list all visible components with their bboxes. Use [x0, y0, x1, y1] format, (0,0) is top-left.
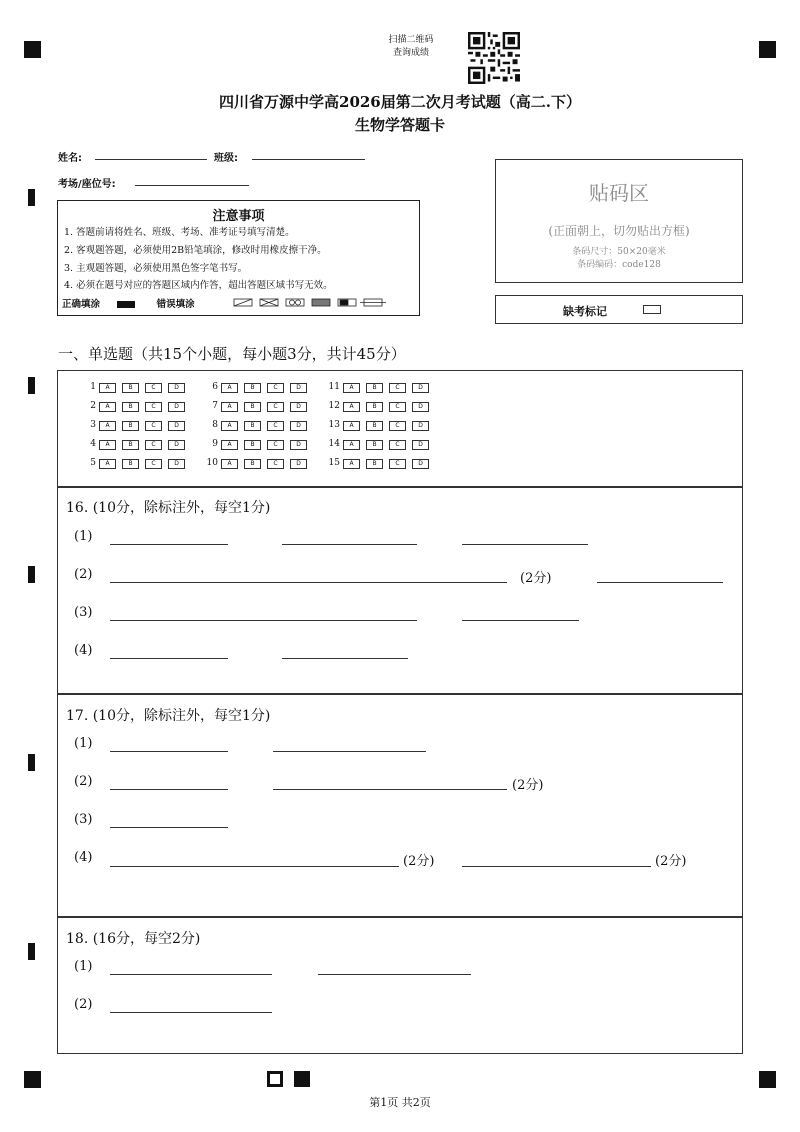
- timing-mark: [28, 377, 35, 394]
- mc-option-bubble[interactable]: B: [244, 421, 261, 431]
- q18-sub1-label: (1): [74, 959, 93, 974]
- mc-question-number: 13: [328, 420, 340, 430]
- mc-option-bubble[interactable]: C: [145, 440, 162, 450]
- timing-mark: [28, 189, 35, 206]
- mc-option-bubble[interactable]: B: [244, 402, 261, 412]
- mc-option-bubble[interactable]: D: [290, 402, 307, 412]
- mc-option-bubble[interactable]: C: [389, 383, 406, 393]
- mc-option-bubble[interactable]: C: [145, 459, 162, 469]
- barcode-area: [495, 159, 743, 283]
- fill-example-row: [62, 296, 195, 310]
- q17-sub4-blank-a[interactable]: [110, 866, 399, 867]
- q16-sub3-label: (3): [74, 605, 93, 620]
- mc-option-bubble[interactable]: B: [122, 383, 139, 393]
- q16-sub1-blank-b[interactable]: [282, 544, 417, 545]
- mc-option-bubble[interactable]: D: [412, 402, 429, 412]
- q17-sub3-blank-a[interactable]: [110, 827, 228, 828]
- mc-option-bubble[interactable]: D: [412, 383, 429, 393]
- mc-option-bubble[interactable]: D: [290, 440, 307, 450]
- mc-option-bubble[interactable]: A: [221, 459, 238, 469]
- seat-label: 考场/座位号:: [58, 179, 116, 190]
- mc-option-bubble[interactable]: A: [99, 402, 116, 412]
- mc-option-bubble[interactable]: C: [267, 440, 284, 450]
- seat-field[interactable]: [135, 185, 249, 186]
- notice-item: 1. 答题前请将姓名、班级、考场、准考证号填写清楚。: [64, 227, 295, 238]
- q17-sub4-label: (4): [74, 850, 93, 865]
- page-mark-solid: [294, 1071, 310, 1087]
- class-field[interactable]: [252, 159, 365, 160]
- barcode-title: 贴码区: [589, 181, 649, 205]
- q16-sub4-label: (4): [74, 643, 93, 658]
- page-title: 四川省万源中学高2026届第二次月考试题（高二.下）: [219, 93, 581, 111]
- mc-option-bubble[interactable]: A: [221, 383, 238, 393]
- q18-header: 18. (16分，每空2分): [66, 931, 201, 947]
- mc-option-bubble[interactable]: A: [343, 459, 360, 469]
- mc-option-bubble[interactable]: B: [366, 402, 383, 412]
- class-label: 班级:: [214, 153, 238, 164]
- corner-mark-top-right: [759, 41, 776, 58]
- q18-sub2-label: (2): [74, 997, 93, 1012]
- mc-option-bubble[interactable]: B: [122, 459, 139, 469]
- mc-option-bubble[interactable]: C: [389, 402, 406, 412]
- mc-option-bubble[interactable]: C: [267, 459, 284, 469]
- q17-sub2-label: (2): [74, 774, 93, 789]
- wrong-fill-samples: [232, 297, 392, 309]
- page-number: 第1页 共2页: [369, 1096, 431, 1109]
- mc-option-bubble[interactable]: A: [99, 383, 116, 393]
- timing-mark: [28, 943, 35, 960]
- qr-code-icon[interactable]: [468, 32, 520, 84]
- barcode-size: 条码尺寸：50×20毫米: [572, 247, 666, 257]
- q17-sub4-blank-b[interactable]: [462, 866, 651, 867]
- q17-header: 17. (10分，除标注外，每空1分): [66, 708, 271, 724]
- mc-option-bubble[interactable]: A: [343, 383, 360, 393]
- mc-option-bubble[interactable]: B: [122, 440, 139, 450]
- mc-option-bubble[interactable]: D: [290, 421, 307, 431]
- mc-question-number: 15: [328, 458, 340, 468]
- q16-sub2-label: (2): [74, 567, 93, 582]
- q16-sub3-blank-b[interactable]: [462, 620, 579, 621]
- mc-option-bubble[interactable]: A: [343, 421, 360, 431]
- q17-sub3-label: (3): [74, 812, 93, 827]
- q17-box: [57, 693, 743, 918]
- mc-option-bubble[interactable]: A: [343, 440, 360, 450]
- mc-option-bubble[interactable]: A: [221, 440, 238, 450]
- notice-item: 4. 必须在题号对应的答题区域内作答，超出答题区域书写无效。: [64, 280, 333, 291]
- mc-option-bubble[interactable]: C: [267, 383, 284, 393]
- q16-sub2-score: (2分): [520, 571, 552, 586]
- mc-option-bubble[interactable]: B: [366, 383, 383, 393]
- q16-header: 16. (10分，除标注外，每空1分): [66, 500, 271, 516]
- wrong-fill-label: 错误填涂: [156, 299, 195, 310]
- q16-sub1-blank-c[interactable]: [462, 544, 588, 545]
- mc-option-bubble[interactable]: D: [168, 459, 185, 469]
- corner-mark-bottom-right: [759, 1071, 776, 1088]
- absent-label: 缺考标记: [563, 305, 607, 318]
- q16-sub4-blank-a[interactable]: [110, 658, 228, 659]
- q17-sub1-blank-b[interactable]: [273, 751, 426, 752]
- q17-sub1-blank-a[interactable]: [110, 751, 228, 752]
- page-subtitle: 生物学答题卡: [354, 116, 445, 134]
- mc-option-bubble[interactable]: C: [267, 402, 284, 412]
- q17-sub2-score: (2分): [512, 778, 544, 793]
- mc-question-number: 1: [90, 382, 96, 392]
- mc-question-number: 12: [328, 401, 340, 411]
- mc-question-number: 9: [212, 439, 218, 449]
- mc-question-number: 8: [212, 420, 218, 430]
- mc-option-bubble[interactable]: B: [366, 459, 383, 469]
- mc-question-number: 4: [90, 439, 96, 449]
- mc-option-bubble[interactable]: B: [122, 402, 139, 412]
- q16-sub1-blank-a[interactable]: [110, 544, 228, 545]
- mc-option-bubble[interactable]: B: [366, 440, 383, 450]
- corner-mark-bottom-left: [24, 1071, 41, 1088]
- mc-option-bubble[interactable]: C: [389, 440, 406, 450]
- barcode-encoding: 条码编码：code128: [577, 260, 661, 270]
- timing-mark: [28, 754, 35, 771]
- q16-sub2-blank-a[interactable]: [110, 582, 507, 583]
- q16-sub3-blank-a[interactable]: [110, 620, 417, 621]
- mc-question-number: 10: [206, 458, 218, 468]
- mc-option-bubble[interactable]: C: [389, 459, 406, 469]
- corner-mark-top-left: [24, 41, 41, 58]
- name-field[interactable]: [95, 159, 207, 160]
- mc-option-bubble[interactable]: A: [343, 402, 360, 412]
- absent-mark-box: [495, 295, 743, 324]
- absent-checkbox[interactable]: [643, 305, 661, 314]
- mc-option-bubble[interactable]: D: [412, 421, 429, 431]
- mc-option-bubble[interactable]: B: [244, 383, 261, 393]
- q16-sub4-blank-b[interactable]: [282, 658, 408, 659]
- q18-sub2-blank-a[interactable]: [110, 1012, 272, 1013]
- mc-option-bubble[interactable]: D: [412, 459, 429, 469]
- mc-question-number: 7: [212, 401, 218, 411]
- mc-option-bubble[interactable]: A: [99, 421, 116, 431]
- q18-sub1-blank-b[interactable]: [318, 974, 471, 975]
- mc-option-bubble[interactable]: B: [122, 421, 139, 431]
- mc-option-bubble[interactable]: D: [412, 440, 429, 450]
- mc-option-bubble[interactable]: C: [389, 421, 406, 431]
- q16-box: [57, 486, 743, 695]
- mc-question-number: 6: [212, 382, 218, 392]
- timing-mark: [28, 566, 35, 583]
- q16-sub1-label: (1): [74, 529, 93, 544]
- notice-box: [57, 200, 420, 316]
- page-mark-hollow: [267, 1071, 283, 1087]
- name-label: 姓名:: [58, 153, 82, 164]
- notice-item: 3. 主观题答题，必须使用黑色签字笔书写。: [64, 263, 248, 274]
- mc-option-bubble[interactable]: B: [366, 421, 383, 431]
- mc-option-bubble[interactable]: C: [267, 421, 284, 431]
- barcode-instruction: (正面朝上，切勿贴出方框): [548, 224, 690, 238]
- notice-item: 2. 客观题答题，必须使用2B铅笔填涂，修改时用橡皮擦干净。: [64, 245, 327, 256]
- mc-option-bubble[interactable]: D: [290, 459, 307, 469]
- mc-option-bubble[interactable]: C: [145, 383, 162, 393]
- q17-sub4-score-a: (2分): [403, 854, 435, 869]
- mc-option-bubble[interactable]: D: [168, 402, 185, 412]
- notice-heading: 注意事项: [212, 209, 265, 224]
- q18-sub1-blank-a[interactable]: [110, 974, 272, 975]
- mc-option-bubble[interactable]: D: [168, 421, 185, 431]
- mc-option-bubble[interactable]: A: [99, 459, 116, 469]
- mc-option-bubble[interactable]: A: [221, 402, 238, 412]
- mc-question-number: 14: [328, 439, 340, 449]
- mc-option-bubble[interactable]: A: [221, 421, 238, 431]
- correct-fill-sample: [117, 301, 135, 308]
- correct-fill-label: 正确填涂: [62, 299, 101, 310]
- q16-sub2-blank-b[interactable]: [597, 582, 723, 583]
- mc-option-bubble[interactable]: C: [145, 402, 162, 412]
- q17-sub4-score-b: (2分): [655, 854, 687, 869]
- q17-sub2-blank-b[interactable]: [273, 789, 507, 790]
- q17-sub1-label: (1): [74, 736, 93, 751]
- mc-option-bubble[interactable]: D: [290, 383, 307, 393]
- mc-option-bubble[interactable]: A: [99, 440, 116, 450]
- mc-question-number: 11: [328, 382, 340, 392]
- mc-question-number: 2: [90, 401, 96, 411]
- q17-sub2-blank-a[interactable]: [110, 789, 228, 790]
- mc-option-bubble[interactable]: B: [244, 459, 261, 469]
- mc-option-bubble[interactable]: D: [168, 440, 185, 450]
- mc-option-bubble[interactable]: D: [168, 383, 185, 393]
- qr-label: 扫描二维码 查询成绩: [388, 35, 434, 58]
- mc-option-bubble[interactable]: C: [145, 421, 162, 431]
- mc-question-number: 3: [90, 420, 96, 430]
- mc-question-number: 5: [90, 458, 96, 468]
- section-title: 一、单选题（共15个小题，每小题3分，共计45分）: [58, 345, 406, 363]
- mc-option-bubble[interactable]: B: [244, 440, 261, 450]
